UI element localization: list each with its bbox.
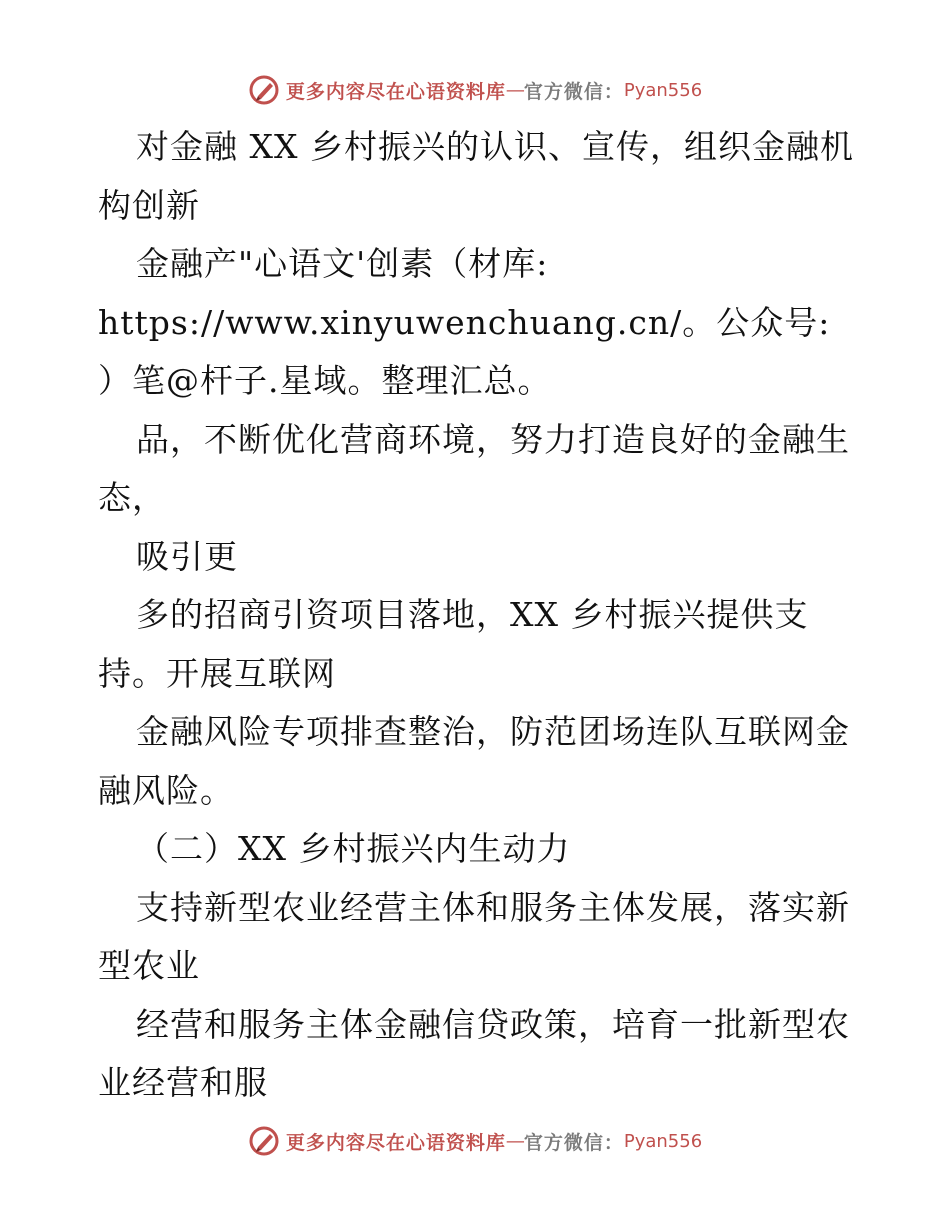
banner-dash: — xyxy=(505,1130,524,1152)
banner-dash: — xyxy=(505,79,524,101)
paragraph: 对金融 XX 乡村振兴的认识、宣传，组织金融机构创新 xyxy=(98,127,854,225)
banner-sub: 官方微信： xyxy=(523,1131,624,1154)
paragraph: 品，不断优化营商环境，努力打造良好的金融生态， xyxy=(98,419,850,517)
paragraph: 支持新型农业经营主体和服务主体发展，落实新型农业 xyxy=(98,887,850,985)
banner-text: 更多内容尽在心语资料库 xyxy=(285,1131,506,1154)
document-body xyxy=(98,118,858,1113)
footer-banner xyxy=(0,1121,950,1161)
banner-wechat-id: Pyan556 xyxy=(623,1130,703,1152)
banner-text: 更多内容尽在心语资料库 xyxy=(285,80,506,103)
paragraph: 多的招商引资项目落地，XX 乡村振兴提供支持。开展互联网 xyxy=(98,595,809,693)
pen-logo-icon xyxy=(248,1125,280,1157)
banner-wechat-id: Pyan556 xyxy=(623,79,703,101)
paragraph: 经营和服务主体金融信贷政策，培育一批新型农业经营和服 xyxy=(98,1004,850,1102)
paragraph: 吸引更 xyxy=(136,536,238,576)
banner-sub: 官方微信： xyxy=(523,80,624,103)
header-banner xyxy=(0,70,950,110)
paragraph: 金融产"心语文'创素（材库: https://www.xinyuwenchuang.cn/。公众号: ）笔@杆子.星域。整理汇总。 xyxy=(98,244,831,400)
paragraph: 金融风险专项排查整治，防范团场连队互联网金融风险。 xyxy=(98,712,850,810)
pen-logo-icon xyxy=(248,74,280,106)
section-heading: （二）XX 乡村振兴内生动力 xyxy=(136,829,571,868)
